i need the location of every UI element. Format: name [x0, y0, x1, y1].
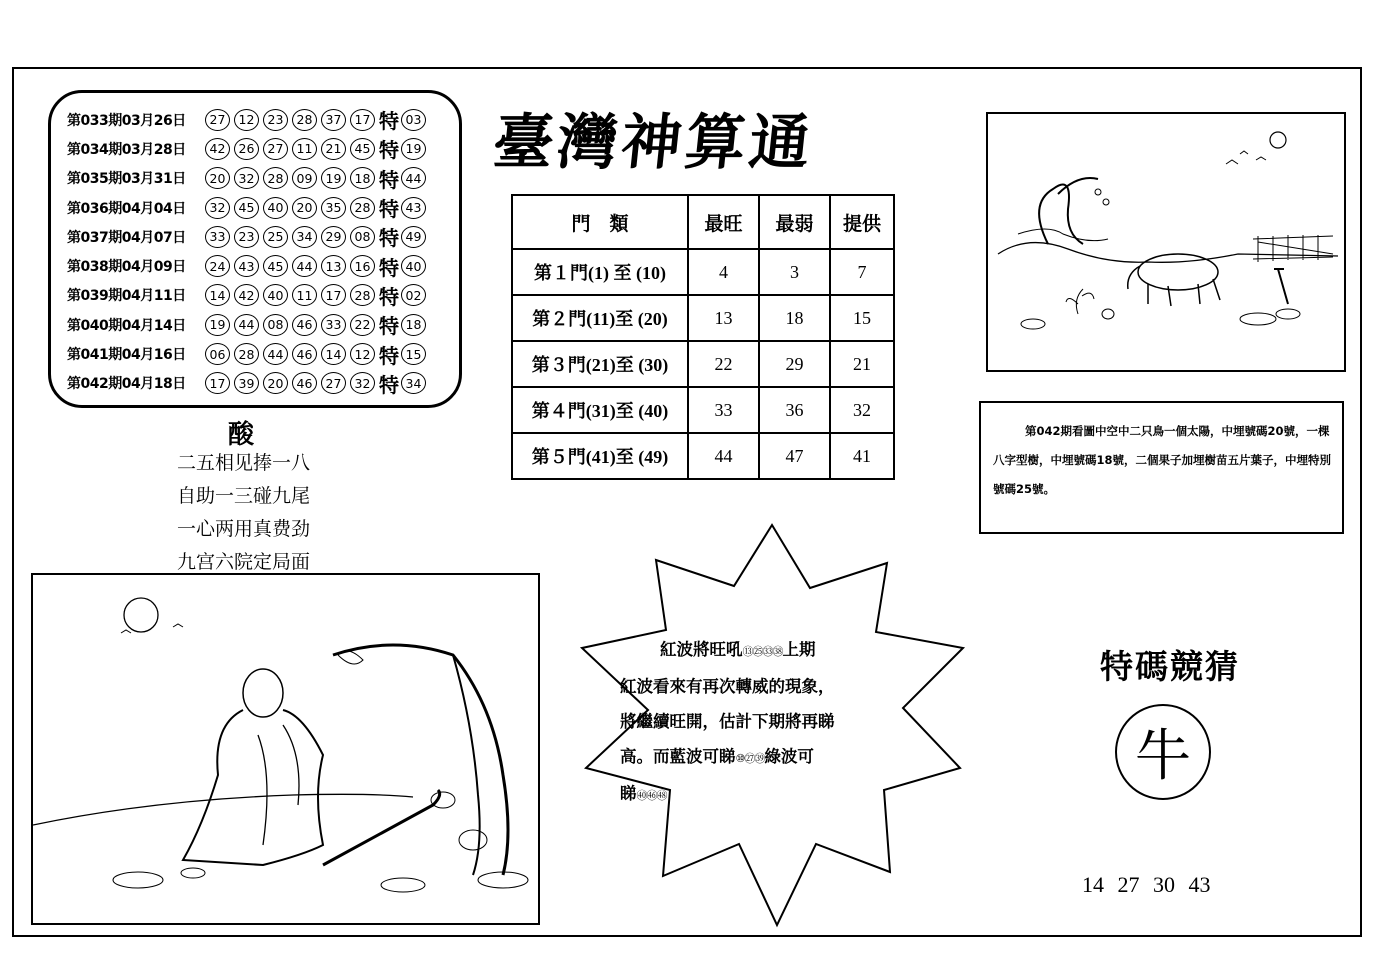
number-ball: 46 [292, 343, 317, 365]
door-min: 18 [759, 295, 830, 341]
guess-title: 特碼競猜 [1100, 647, 1240, 686]
door-table-header [512, 195, 894, 249]
number-ball: 35 [321, 197, 346, 219]
draw-label: 第041期04月16日 [67, 347, 186, 364]
door-name: 第３門(21)至 (30) [512, 341, 688, 387]
number-ball: 28 [350, 197, 375, 219]
door-table [511, 194, 895, 480]
door-give: 32 [830, 387, 894, 433]
number-ball: 28 [263, 167, 288, 189]
number-ball: 39 [234, 372, 259, 394]
door-give: 15 [830, 295, 894, 341]
poem-line: 一心两用真费劲 [177, 518, 311, 540]
door-max: 13 [688, 295, 759, 341]
special-ball: 40 [401, 255, 426, 277]
door-max: 22 [688, 341, 759, 387]
number-ball: 19 [205, 314, 230, 336]
special-ball: 02 [401, 284, 426, 306]
number-ball: 20 [263, 372, 288, 394]
header-min: 最弱 [759, 195, 830, 249]
history-row [67, 193, 459, 222]
number-ball: 19 [321, 167, 346, 189]
history-row [67, 134, 459, 163]
number-ball: 17 [350, 109, 375, 131]
number-ball: 45 [263, 255, 288, 277]
star-line-4a: 高。而藍波可睇 [620, 747, 736, 766]
page-title: 臺灣神算通 [489, 108, 818, 178]
number-ball: 26 [234, 138, 259, 160]
number-ball: 08 [350, 226, 375, 248]
special-label: 特 [379, 109, 399, 134]
number-ball: 32 [350, 372, 375, 394]
door-min: 36 [759, 387, 830, 433]
draw-label: 第040期04月14日 [67, 317, 186, 334]
special-ball: 18 [401, 314, 426, 336]
special-label: 特 [379, 197, 399, 222]
door-min: 3 [759, 249, 830, 295]
special-label: 特 [379, 372, 399, 397]
number-ball: 11 [292, 138, 317, 160]
door-min: 29 [759, 341, 830, 387]
poem-line: 九宫六院定局面 [177, 551, 311, 573]
number-ball: 28 [350, 284, 375, 306]
door-give: 21 [830, 341, 894, 387]
header-max: 最旺 [688, 195, 759, 249]
number-ball: 21 [321, 138, 346, 160]
special-ball: 15 [401, 343, 426, 365]
red-numbers: ⑬㉕㉝㊳ [742, 645, 783, 658]
number-ball: 13 [321, 255, 346, 277]
number-ball: 45 [234, 197, 259, 219]
special-label: 特 [379, 138, 399, 163]
door-name: 第５門(41)至 (49) [512, 433, 688, 479]
door-name: 第４門(31)至 (40) [512, 387, 688, 433]
door-max: 4 [688, 249, 759, 295]
number-ball: 28 [234, 343, 259, 365]
history-row [67, 369, 459, 398]
history-row [67, 339, 459, 368]
number-ball: 46 [292, 314, 317, 336]
special-label: 特 [379, 314, 399, 339]
draw-label: 第038期04月09日 [67, 259, 186, 276]
special-ball: 03 [401, 109, 426, 131]
door-row [512, 295, 894, 341]
number-ball: 06 [205, 343, 230, 365]
special-ball: 43 [401, 197, 426, 219]
poem-line: 自助一三碰九尾 [177, 485, 311, 507]
poem-title: 酸 [228, 420, 255, 450]
star-line-1: 紅波將旺吼 [660, 640, 743, 659]
number-ball: 20 [292, 197, 317, 219]
number-ball: 22 [350, 314, 375, 336]
history-row [67, 310, 459, 339]
number-ball: 11 [292, 284, 317, 306]
star-line-5a: 睇 [620, 784, 637, 803]
door-max: 44 [688, 433, 759, 479]
history-row [67, 222, 459, 251]
number-ball: 23 [263, 109, 288, 131]
door-max: 33 [688, 387, 759, 433]
draw-label: 第034期03月28日 [67, 141, 186, 158]
door-give: 41 [830, 433, 894, 479]
draw-label: 第042期04月18日 [67, 376, 186, 393]
clue-note [979, 401, 1344, 534]
door-row [512, 341, 894, 387]
number-ball: 25 [263, 226, 288, 248]
number-ball: 42 [234, 284, 259, 306]
star-text [620, 632, 900, 813]
number-ball: 20 [205, 167, 230, 189]
door-name: 第２門(11)至 (20) [512, 295, 688, 341]
number-ball: 23 [234, 226, 259, 248]
blue-numbers: ⑩㉗㊴ [735, 752, 765, 765]
history-row [67, 251, 459, 280]
number-ball: 12 [234, 109, 259, 131]
number-ball: 44 [292, 255, 317, 277]
history-row [67, 164, 459, 193]
number-ball: 17 [321, 284, 346, 306]
number-ball: 33 [205, 226, 230, 248]
draw-label: 第033期03月26日 [67, 112, 186, 129]
number-ball: 44 [263, 343, 288, 365]
star-line-2: 紅波看來有再次轉威的現象， [620, 677, 835, 696]
number-ball: 32 [205, 197, 230, 219]
number-ball: 27 [205, 109, 230, 131]
number-ball: 40 [263, 284, 288, 306]
number-ball: 29 [321, 226, 346, 248]
star-line-4b: 綠波可 [764, 747, 814, 766]
draw-label: 第037期04月07日 [67, 229, 186, 246]
number-ball: 43 [234, 255, 259, 277]
door-give: 7 [830, 249, 894, 295]
history-row [67, 281, 459, 310]
number-ball: 09 [292, 167, 317, 189]
number-ball: 28 [292, 109, 317, 131]
star-line-3: 將繼續旺開，估計下期將再睇 [620, 712, 835, 731]
number-ball: 16 [350, 255, 375, 277]
special-ball: 44 [401, 167, 426, 189]
star-line-1b: 上期 [782, 640, 816, 659]
special-label: 特 [379, 226, 399, 251]
clue-text: 第042期看圖中空中二只鳥一個太陽，中埋號碼20號，一棵八字型樹，中埋號碼18號，二個果子加埋樹苗五片葉子，中埋特別號碼25號。 [993, 424, 1331, 496]
number-ball: 12 [350, 343, 375, 365]
door-row [512, 387, 894, 433]
special-ball: 49 [401, 226, 426, 248]
special-label: 特 [379, 167, 399, 192]
green-numbers: ㊵㊻㊽ [636, 789, 667, 802]
number-ball: 46 [292, 372, 317, 394]
number-ball: 17 [205, 372, 230, 394]
poem-line: 二五相见捧一八 [177, 452, 311, 474]
special-label: 特 [379, 343, 399, 368]
guess-numbers: 14 27 30 43 [1082, 872, 1211, 897]
history-row [67, 105, 459, 134]
number-ball: 27 [321, 372, 346, 394]
zodiac-circle: 牛 [1115, 704, 1211, 800]
special-label: 特 [379, 255, 399, 280]
draw-label: 第039期04月11日 [67, 288, 186, 305]
door-row [512, 433, 894, 479]
special-ball: 34 [401, 372, 426, 394]
header-give: 提供 [830, 195, 894, 249]
special-ball: 19 [401, 138, 426, 160]
special-label: 特 [379, 284, 399, 309]
number-ball: 33 [321, 314, 346, 336]
number-ball: 14 [321, 343, 346, 365]
number-ball: 40 [263, 197, 288, 219]
draw-label: 第036期04月04日 [67, 200, 186, 217]
number-ball: 37 [321, 109, 346, 131]
number-ball: 42 [205, 138, 230, 160]
number-ball: 27 [263, 138, 288, 160]
boar-illustration [986, 112, 1346, 372]
number-ball: 08 [263, 314, 288, 336]
number-ball: 14 [205, 284, 230, 306]
header-category: 門 類 [512, 195, 688, 249]
number-ball: 18 [350, 167, 375, 189]
door-min: 47 [759, 433, 830, 479]
number-ball: 34 [292, 226, 317, 248]
draw-label: 第035期03月31日 [67, 171, 186, 188]
door-row [512, 249, 894, 295]
monk-illustration [31, 573, 540, 925]
number-ball: 24 [205, 255, 230, 277]
history-box [48, 90, 462, 408]
number-ball: 44 [234, 314, 259, 336]
poem [177, 447, 310, 579]
number-ball: 45 [350, 138, 375, 160]
number-ball: 32 [234, 167, 259, 189]
door-name: 第１門(1) 至 (10) [512, 249, 688, 295]
